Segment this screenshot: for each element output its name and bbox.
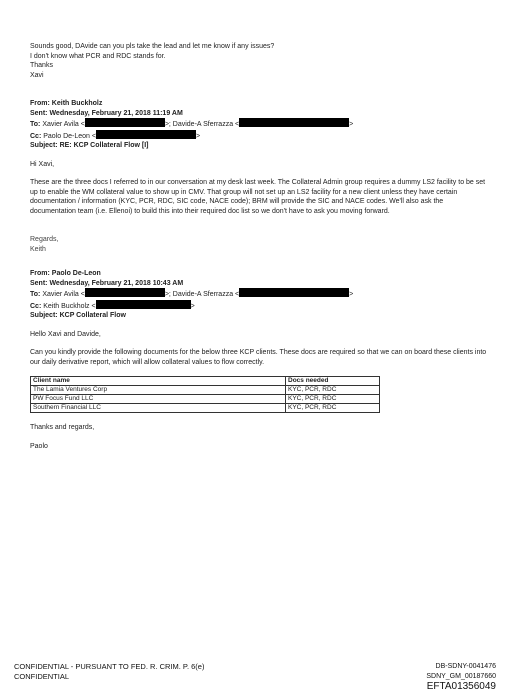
to-value-b: >; Davide-A Sferrazza <	[164, 121, 240, 128]
client-docs-table	[30, 376, 380, 413]
signature: Keith	[30, 245, 46, 253]
to-value-a: Xavier Avila <	[42, 291, 85, 298]
footer-left-line: CONFIDENTIAL - PURSUANT TO FED. R. CRIM. P. 6(e)	[14, 662, 205, 671]
table-header-row	[31, 377, 380, 386]
to-row	[30, 288, 490, 300]
to-value-a: Xavier Avila <	[42, 121, 85, 128]
table-row	[31, 404, 380, 413]
cc-label: Cc:	[30, 302, 42, 310]
email-document	[30, 42, 490, 451]
confidentiality-footer	[14, 662, 204, 681]
column-header: Docs needed	[286, 377, 380, 386]
redaction-bar	[85, 288, 165, 297]
cc-value-b: >	[195, 132, 201, 140]
redaction-bar	[239, 118, 349, 127]
table-cell: KYC, PCR, RDC	[286, 404, 380, 413]
subject-value: RE: KCP Collateral Flow [I]	[59, 142, 149, 149]
subject-row	[30, 311, 490, 321]
cc-value-b: >	[190, 302, 195, 310]
greeting: Hello Xavi and Davide,	[30, 330, 101, 338]
table-row	[31, 386, 380, 395]
closing: Thanks and regards,	[30, 424, 95, 431]
cc-row	[30, 300, 490, 312]
bates-number: DB-SDNY-0041476	[435, 663, 496, 670]
from-label: From:	[30, 100, 50, 107]
sent-value: Wednesday, February 21, 2018 11:19 AM	[49, 109, 183, 117]
subject-value: KCP Collateral Flow	[59, 312, 126, 319]
redaction-bar	[85, 118, 165, 127]
from-value: Keith Buckholz	[51, 100, 103, 107]
reply-message	[30, 42, 490, 80]
reply-line: I don't know what PCR and RDC stands for.	[30, 52, 166, 60]
table-cell: Southern Financial LLC	[31, 404, 286, 413]
table-cell: The Lamia Ventures Corp	[31, 386, 286, 395]
email-header-2	[30, 269, 490, 321]
column-header: Client name	[31, 377, 286, 386]
email-header-1	[30, 99, 490, 151]
table-row	[31, 395, 380, 404]
from-value: Paolo De-Leon	[51, 270, 101, 277]
greeting: Hi Xavi,	[30, 160, 55, 168]
subject-label: Subject:	[30, 312, 58, 319]
cc-value-a: Keith Buckholz <	[43, 302, 96, 310]
to-label: To:	[30, 121, 41, 128]
to-value-c: >	[349, 121, 354, 128]
sent-row	[30, 279, 490, 289]
from-row	[30, 99, 490, 109]
reply-line: Thanks	[30, 62, 53, 69]
reply-line: Sounds good, DAvide can you pls take the lead and let me know if any issues?	[30, 43, 275, 50]
sent-value: Wednesday, February 21, 2018 10:43 AM	[49, 279, 184, 287]
bates-number: SDNY_GM_00187660	[426, 672, 496, 680]
footer-left-line: CONFIDENTIAL	[14, 671, 70, 681]
subject-row	[30, 141, 490, 151]
cc-value-a: Paolo De-Leon <	[43, 132, 96, 140]
to-value-c: >	[349, 291, 354, 298]
email-body: Can you kindly provide the following documents for the below three KCP clients. These docs are required so that we can on board these clients into our daily derivative report, which will allow collateral values to flow correctly.	[30, 349, 487, 366]
redaction-bar	[239, 288, 349, 297]
redaction-bar	[96, 300, 191, 309]
table-cell: KYC, PCR, RDC	[286, 395, 380, 404]
from-label: From:	[30, 270, 50, 277]
to-label: To:	[30, 291, 41, 298]
table-cell: PW Focus Fund LLC	[31, 395, 286, 404]
email-body: These are the three docs I referred to in our conversation at my desk last week. The Collateral Admin group requires a dummy LS2 facility to be set up to enable the WM collateral value to show up in CMV. That group will not set up an LS2 facility for a new client unless they have certain documentation / information (KYC, PCR, RDC, SIC code, NACE code); BRM will provide the SIC and NACE codes. We'll also ask the documentation team (i.e. Ellenoi) to build this into their required doc list so we don't have to ask you moving forward.	[30, 179, 486, 215]
to-value-b: >; Davide-A Sferrazza <	[164, 291, 240, 298]
bates-footer	[426, 662, 496, 692]
to-row	[30, 118, 490, 130]
sent-label: Sent:	[30, 109, 48, 117]
cc-row	[30, 130, 490, 142]
table-cell: KYC, PCR, RDC	[286, 386, 380, 395]
signature: Paolo	[30, 442, 48, 450]
sent-label: Sent:	[30, 279, 48, 287]
subject-label: Subject:	[30, 142, 58, 149]
redaction-bar	[96, 130, 196, 139]
sent-row	[30, 109, 490, 119]
reply-line: Xavi	[30, 71, 44, 79]
closing: Regards,	[30, 236, 59, 243]
from-row	[30, 269, 490, 279]
cc-label: Cc:	[30, 132, 42, 140]
bates-number: EFTA01356049	[426, 681, 496, 692]
